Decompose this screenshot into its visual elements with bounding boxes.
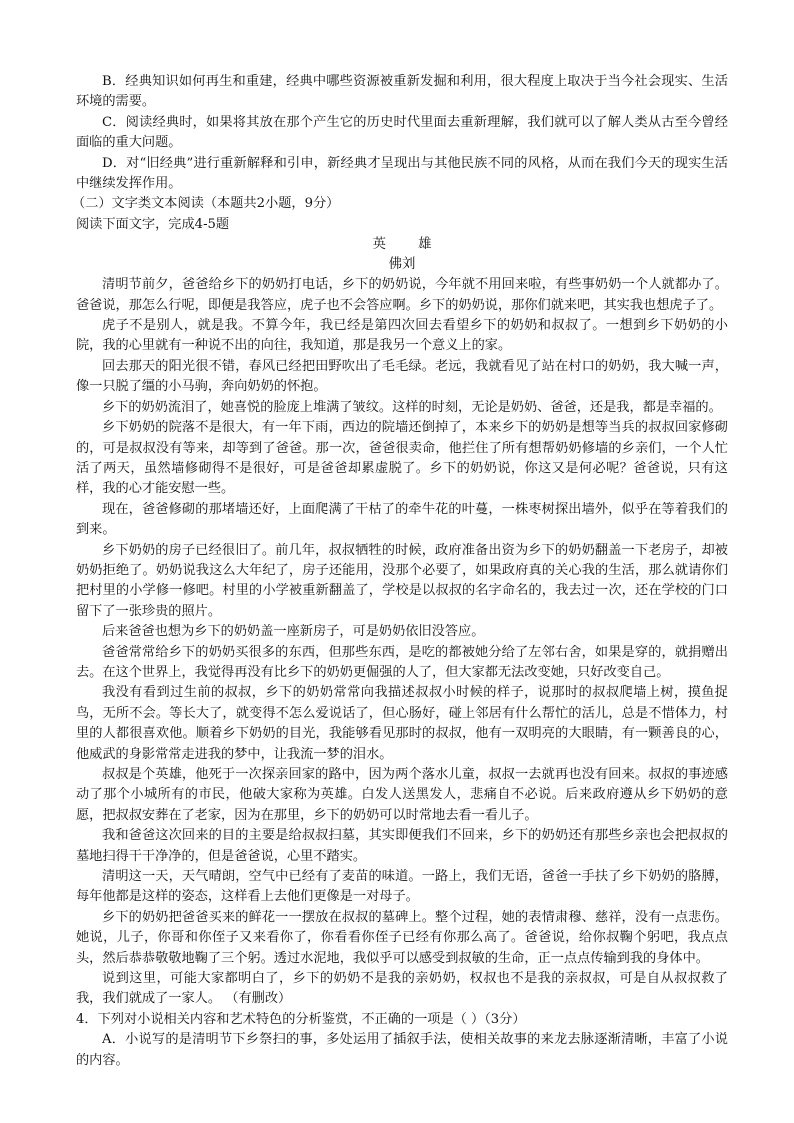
- question-4-option-a: A．小说写的是清明节下乡祭扫的事，多处运用了插叙手法，使相关故事的来龙去脉逐渐清晰，丰富了小说的内容。: [76, 1032, 728, 1068]
- story-paragraph: 清明节前夕，爸爸给乡下的奶奶打电话，乡下的奶奶说，今年就不用回来啦，有些事奶奶一个人就都办了。爸爸说，那怎么行呢，即便是我答应，虎子也不会答应啊。乡下的奶奶说，那你们就来吧，其实我也想虎子了。: [76, 277, 728, 313]
- section-instruction: 阅读下面文字，完成4-5题: [76, 216, 230, 232]
- story-paragraph: 叔叔是个英雄，他死于一次探亲回家的路中，因为两个落水儿童，叔叔一去就再也没有回来。叔叔的事迹感动了那个小城所有的市民，他破大家称为英雄。白发人送黑发人，悲痛自不必说。后来政府遵从乡下奶奶的意愿，把叔叔安葬在了老家，因为在那里，乡下的奶奶可以时常地去看一看儿子。: [76, 767, 728, 823]
- story-paragraph: 乡下的奶奶把爸爸买来的鲜花一一摆放在叔叔的墓碑上。整个过程，她的表情肃穆、慈祥，没有一点悲伤。她说，儿子，你哥和你侄子又来看你了，你看看你侄子已经有你那么高了。爸爸说，给你叔鞠个躬吧，我点点头，然后恭恭敬敬地鞠了三个躬。透过水泥地，我似乎可以感受到叔敏的生命，正一点点传输到我的身体中。: [76, 909, 728, 966]
- option-b: B．经典知识如何再生和重建，经典中哪些资源被重新发掘和利用，很大程度上取决于当今社会现实、生活环境的需要。: [76, 74, 728, 110]
- story-paragraph: 说到这里，可能大家都明白了，乡下的奶奶不是我的亲奶奶，权叔也不是我的亲叔叔，可是自从叔叔救了我，我们就成了一家人。 （有删改）: [76, 971, 728, 1007]
- option-d: D．对“旧经典”进行重新解释和引申，新经典才呈现出与其他民族不同的风格，从而在我们今天的现实生活中继续发挥作用。: [76, 155, 728, 192]
- story-paragraph: 爸爸常常给乡下的奶奶买很多的东西，但那些东西，是吃的都被她分给了左邻右舍，如果是穿的，就捐赠出去。在这个世界上，我觉得再没有比乡下的奶奶更倔强的人了，但大家都无法改变她，只好改变自己。: [76, 644, 728, 680]
- story-paragraph: 乡下奶奶的院落不是很大，有一年下雨，西边的院墙还倒掉了，本来乡下的奶奶是想等当兵的叔叔回家修砌的，可是叔叔没有等来，却等到了爸爸。那一次，爸爸很卖命，他拦住了所有想帮奶奶修墙的乡亲们，一个人忙活了两天，虽然墙修砌得不是很好，可是爸爸却累虚脱了。乡下的奶奶说，你这又是何必呢？爸爸说，只有这样，我的心才能安慰一些。: [76, 420, 728, 497]
- story-paragraph: 乡下奶奶的房子已经很旧了。前几年，叔叔牺牲的时候，政府准备出资为乡下的奶奶翻盖一下老房子，却被奶奶拒绝了。奶奶说我这么大年纪了，房子还能用，没那个必要了，如果政府真的关心我的生活，那么就请你们把村里的小学修一修吧。村里的小学被重新翻盖了，学校是以叔叔的名字命名的，我去过一次，还在学校的门口留下了一张珍贵的照片。: [76, 542, 728, 619]
- story-paragraph: 虎子不是别人，就是我。不算今年，我已经是第四次回去看望乡下的奶奶和叔叔了。一想到乡下奶奶的小院，我的心里就有一种说不出的向往，我知道，那是我另一个意义上的家。: [76, 318, 728, 354]
- story-paragraph: 后来爸爸也想为乡下的奶奶盖一座新房子，可是奶奶依旧没答应。: [102, 624, 485, 640]
- story-body: [76, 275, 728, 1010]
- story-paragraph: 现在，爸爸修砌的那堵墙还好，上面爬满了干枯了的牵牛花的叶蔓，一株枣树探出墙外，似乎在等着我们的到来。: [76, 501, 728, 538]
- option-c: C．阅读经典时，如果将其放在那个产生它的历史时代里面去重新理解，我们就可以了解人类从古至今曾经面临的重大问题。: [76, 114, 728, 151]
- story-paragraph: 我没有看到过生前的叔叔，乡下的奶奶常常向我描述叔叔小时候的样子，说那时的叔叔爬墙上树，摸鱼捉鸟，无所不会。等长大了，就变得不怎么爱说话了，但心肠好，碰上邻居有什么帮忙的活儿，总是不惜体力，村里的人都很喜欢他。顺着乡下奶奶的目光，我能够看见那时的叔叔，他有一双明亮的大眼睛，有一颗善良的心，他威武的身影常常走进我的梦中，让我流一梦的泪水。: [76, 685, 728, 762]
- story-paragraph: 清明这一天，天气晴朗，空气中已经有了麦苗的味道。一路上，我们无语，爸爸一手扶了乡下奶奶的胳膊，每年他都是这样的姿态，这样看上去他们更像是一对母子。: [76, 869, 728, 905]
- story-paragraph: 我和爸爸这次回来的目的主要是给叔叔扫墓，其实即便我们不回来，乡下的奶奶还有那些乡亲也会把叔叔的墓地扫得干干净净的，但是爸爸说，心里不踏实。: [76, 828, 728, 864]
- exam-page: [72, 72, 728, 1071]
- story-author: 佛刘: [388, 257, 416, 273]
- story-title: 英 雄: [372, 237, 446, 253]
- story-paragraph: 乡下的奶奶流泪了，她喜悦的脸庞上堆满了皱纹。这样的时刻，无论是奶奶、爸爸，还是我，都是幸福的。: [102, 399, 722, 415]
- section-heading: （二）文字类文本阅读（本题共2小题，9分）: [72, 196, 340, 212]
- question-4-stem: 4．下列对小说相关内容和艺术特色的分析鉴赏，不正确的一项是（ ）（3分）: [76, 1011, 526, 1027]
- story-paragraph: 回去那天的阳光很不错，春风已经把田野吹出了毛毛绿。老远，我就看见了站在村口的奶奶，我大喊一声，像一只脱了缰的小马驹，奔向奶奶的怀抱。: [76, 358, 728, 395]
